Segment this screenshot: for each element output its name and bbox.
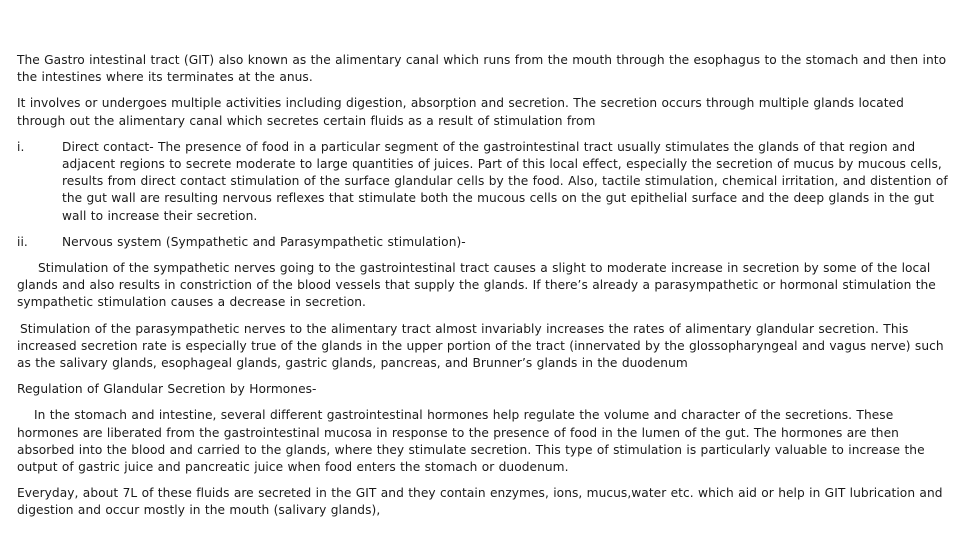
list-marker: i. bbox=[17, 139, 25, 154]
list-item-direct-contact bbox=[17, 139, 953, 225]
list-item-text: Direct contact- The presence of food in a particular segment of the gastrointestinal tract usually stimulates the glands of that region and adjacent regions to secrete moderate to large quantities of juices. Part of this local effect, especially the secretion of mucus by mucous cells, results from direct contact stimulation of the surface glandular cells by the food. Also, tactile stimulation, chemical irritation, and distention of the gut wall are resulting nervous reflexes that stimulate both the mucous cells on the gut epithelial surface and the deep glands in the gut wall to increase their secretion. bbox=[62, 139, 948, 223]
hormones-heading: Regulation of Glandular Secretion by Hormones- bbox=[17, 382, 317, 397]
list-item-nervous-system bbox=[17, 234, 953, 251]
parasympathetic-paragraph: Stimulation of the parasympathetic nerves to the alimentary tract almost invariably increases the rates of alimentary glandular secretion. This increased secretion rate is especially true of the glands in the upper portion of the tract (innervated by the glossopharyngeal and vagus nerve) such as the salivary glands, esophageal glands, gastric glands, pancreas, and Brunner’s glands in the duodenum bbox=[17, 321, 944, 371]
hormones-paragraph: In the stomach and intestine, several different gastrointestinal hormones help regulate the volume and character of the secretions. These hormones are liberated from the gastrointestinal mucosa in response to the presence of food in the lumen of the gut. The hormones are then absorbed into the blood and carried to the glands, where they stimulate secretion. This type of stimulation is particularly valuable to increase the output of gastric juice and pancreatic juice when food enters the stomach or duodenum. bbox=[17, 408, 925, 475]
sympathetic-paragraph: Stimulation of the sympathetic nerves going to the gastrointestinal tract causes a slight to moderate increase in secretion by some of the local glands and also results in constriction of the blood vessels that supply the glands. If there’s already a parasympathetic or hormonal stimulation the sympathetic stimulation causes a decrease in secretion. bbox=[17, 261, 936, 310]
everyday-paragraph: Everyday, about 7L of these fluids are secreted in the GIT and they contain enzymes, ions, mucus,water etc. which aid or help in GIT lubrication and digestion and occur mostly in the mouth (salivary glands), bbox=[17, 486, 943, 518]
intro-paragraph: The Gastro intestinal tract (GIT) also known as the alimentary canal which runs from the mouth through the esophagus to the stomach and then into the intestines where its terminates at the anus. bbox=[17, 53, 947, 85]
activities-paragraph: It involves or undergoes multiple activities including digestion, absorption and secretion. The secretion occurs through multiple glands located through out the alimentary canal which secretes certain fluids as a result of stimulation from bbox=[17, 96, 904, 128]
list-item-text: Nervous system (Sympathetic and Parasympathetic stimulation)- bbox=[62, 234, 466, 249]
document-body bbox=[17, 52, 953, 520]
list-marker: ii. bbox=[17, 234, 28, 249]
